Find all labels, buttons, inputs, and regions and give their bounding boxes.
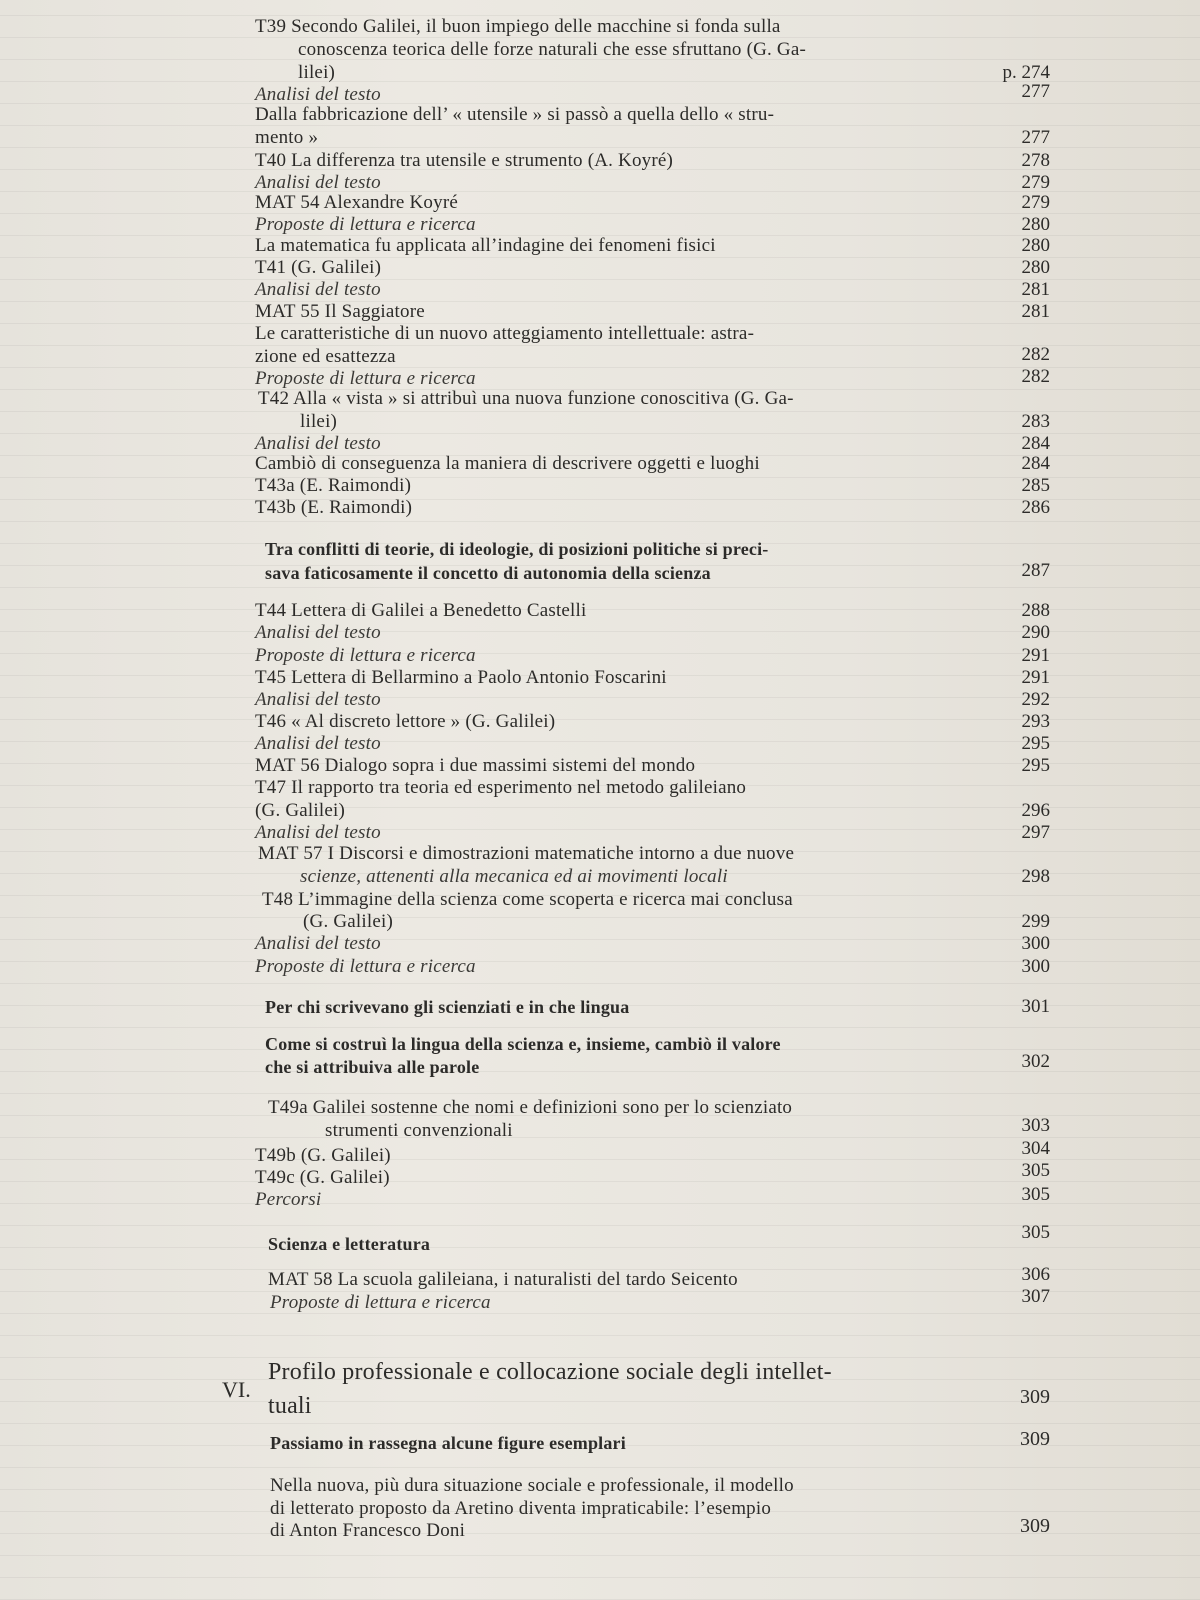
page-number: 298: [1021, 866, 1050, 887]
page-number: 284: [1021, 433, 1050, 454]
page-number: 291: [1021, 645, 1050, 666]
page-number: 296: [1021, 800, 1050, 821]
toc-entry: Proposte di lettura e ricerca: [270, 1292, 491, 1313]
section-heading: che si attribuiva alle parole: [265, 1057, 480, 1077]
toc-entry: Proposte di lettura e ricerca: [255, 214, 476, 235]
page-number: 309: [1020, 1386, 1050, 1408]
toc-entry: zione ed esattezza: [255, 346, 396, 367]
toc-entry: conoscenza teorica delle forze naturali che esse sfruttano (G. Ga-: [298, 39, 807, 60]
toc-entry: Nella nuova, più dura situazione sociale e professionale, il modello: [270, 1475, 794, 1496]
page-number: 286: [1021, 497, 1050, 518]
toc-entry: Le caratteristiche di un nuovo atteggiamento intellettuale: astra-: [255, 323, 755, 344]
toc-entry: T47 Il rapporto tra teoria ed esperimento nel metodo galileiano: [255, 777, 747, 798]
page-number: 307: [1021, 1286, 1050, 1307]
toc-entry: T48 L’immagine della scienza come scoperta e ricerca mai conclusa: [262, 889, 793, 910]
toc-entry: mento »: [255, 127, 319, 148]
page-number: 282: [1021, 366, 1050, 387]
toc-entry: Proposte di lettura e ricerca: [255, 368, 476, 389]
page-number: 280: [1021, 214, 1050, 235]
section-heading: Come si costruì la lingua della scienza e, insieme, cambiò il valore: [265, 1034, 781, 1054]
toc-entry: Analisi del testo: [255, 822, 381, 843]
page-number: 283: [1021, 411, 1050, 432]
section-heading: Scienza e letteratura: [268, 1234, 431, 1254]
page-number: 279: [1021, 172, 1050, 193]
page-number: 293: [1021, 711, 1050, 732]
page-number: 306: [1021, 1264, 1050, 1285]
page-number: 300: [1021, 933, 1050, 954]
toc-entry: Analisi del testo: [255, 733, 381, 754]
page-number: 287: [1021, 560, 1050, 581]
page-number: 302: [1021, 1051, 1050, 1072]
page-number: 277: [1021, 81, 1050, 102]
page-number: 281: [1021, 279, 1050, 300]
page-number: 284: [1021, 453, 1050, 474]
toc-entry: Analisi del testo: [255, 84, 381, 105]
page-number: 288: [1021, 600, 1050, 621]
toc-entry: lilei): [300, 411, 338, 432]
page-number: 305: [1021, 1160, 1050, 1181]
page-number: p. 274: [1002, 62, 1050, 83]
toc-entry: Cambiò di conseguenza la maniera di descrivere oggetti e luoghi: [255, 453, 760, 474]
page-number: 280: [1021, 257, 1050, 278]
bleed-through-margin: [60, 120, 150, 1540]
section-heading: Passiamo in rassegna alcune figure esemplari: [270, 1433, 626, 1453]
page-number: 303: [1021, 1115, 1050, 1136]
toc-entry: T49b (G. Galilei): [255, 1145, 391, 1166]
page-number: 297: [1021, 822, 1050, 843]
page-number: 301: [1021, 996, 1050, 1017]
toc-entry: di Anton Francesco Doni: [270, 1520, 466, 1541]
toc-entry: MAT 57 I Discorsi e dimostrazioni matematiche intorno a due nuove: [258, 843, 795, 864]
page-number: 295: [1021, 733, 1050, 754]
toc-entry: Analisi del testo: [255, 279, 381, 300]
page-number: 285: [1021, 475, 1050, 496]
toc-entry: Percorsi: [255, 1189, 322, 1210]
toc-entry: Analisi del testo: [255, 622, 381, 643]
toc-entry: T44 Lettera di Galilei a Benedetto Castelli: [255, 600, 587, 621]
page-number: 305: [1021, 1222, 1050, 1243]
toc-entry: di letterato proposto da Aretino diventa impraticabile: l’esempio: [270, 1498, 772, 1519]
toc-entry: Analisi del testo: [255, 172, 381, 193]
toc-entry: (G. Galilei): [255, 800, 345, 821]
toc-entry: strumenti convenzionali: [325, 1120, 513, 1141]
page-number: 280: [1021, 235, 1050, 256]
section-heading: sava faticosamente il concetto di autonomia della scienza: [265, 563, 711, 583]
page-number: 277: [1021, 127, 1050, 148]
toc-entry: scienze, attenenti alla mecanica ed ai movimenti locali: [300, 866, 728, 887]
chapter-number: VI.: [222, 1377, 251, 1402]
page-number: 290: [1021, 622, 1050, 643]
toc-entry: Dalla fabbricazione dell’ « utensile » si passò a quella dello « stru-: [255, 104, 775, 125]
toc-entry: Analisi del testo: [255, 689, 381, 710]
page-number: 282: [1021, 344, 1050, 365]
section-heading: Per chi scrivevano gli scienziati e in che lingua: [265, 997, 630, 1017]
toc-entry: T43a (E. Raimondi): [255, 475, 412, 496]
page-number: 309: [1020, 1428, 1050, 1450]
chapter-title: Profilo professionale e collocazione sociale degli intellet-: [268, 1359, 832, 1385]
toc-entry: Analisi del testo: [255, 933, 381, 954]
toc-entry: T43b (E. Raimondi): [255, 497, 413, 518]
toc-entry: MAT 54 Alexandre Koyré: [255, 192, 458, 213]
toc-entry: T45 Lettera di Bellarmino a Paolo Antonio Foscarini: [255, 667, 667, 688]
page-number: 304: [1021, 1138, 1050, 1159]
toc-entry: Analisi del testo: [255, 433, 381, 454]
page-number: 305: [1021, 1184, 1050, 1205]
toc-entry: MAT 55 Il Saggiatore: [255, 301, 425, 322]
page-number: 295: [1021, 755, 1050, 776]
page-number: 300: [1021, 956, 1050, 977]
page-number: 279: [1021, 192, 1050, 213]
toc-entry: T42 Alla « vista » si attribuì una nuova funzione conoscitiva (G. Ga-: [258, 388, 794, 409]
page-number: 281: [1021, 301, 1050, 322]
page-number: 299: [1021, 911, 1050, 932]
toc-entry: MAT 58 La scuola galileiana, i naturalisti del tardo Seicento: [268, 1269, 738, 1290]
toc-entry: (G. Galilei): [303, 911, 393, 932]
page-number: 291: [1021, 667, 1050, 688]
page-number: 292: [1021, 689, 1050, 710]
chapter-title: tuali: [268, 1393, 312, 1419]
toc-entry: lilei): [298, 62, 336, 83]
toc-entry: T49a Galilei sostenne che nomi e definizioni sono per lo scienziato: [268, 1097, 793, 1118]
toc-entry: T39 Secondo Galilei, il buon impiego delle macchine si fonda sulla: [255, 16, 781, 37]
toc-entry: La matematica fu applicata all’indagine dei fenomeni fisici: [255, 235, 716, 256]
toc-entry: T49c (G. Galilei): [255, 1167, 390, 1188]
toc-entry: Proposte di lettura e ricerca: [255, 956, 476, 977]
page-number: 309: [1020, 1515, 1050, 1537]
toc-entry: MAT 56 Dialogo sopra i due massimi sistemi del mondo: [255, 755, 696, 776]
toc-entry: T40 La differenza tra utensile e strumento (A. Koyré): [255, 150, 674, 171]
toc-entry: T46 « Al discreto lettore » (G. Galilei): [255, 711, 556, 732]
section-heading: Tra conflitti di teorie, di ideologie, di posizioni politiche si preci-: [265, 539, 769, 559]
toc-entry: T41 (G. Galilei): [255, 257, 382, 278]
page-number: 278: [1021, 150, 1050, 171]
toc-entry: Proposte di lettura e ricerca: [255, 645, 476, 666]
